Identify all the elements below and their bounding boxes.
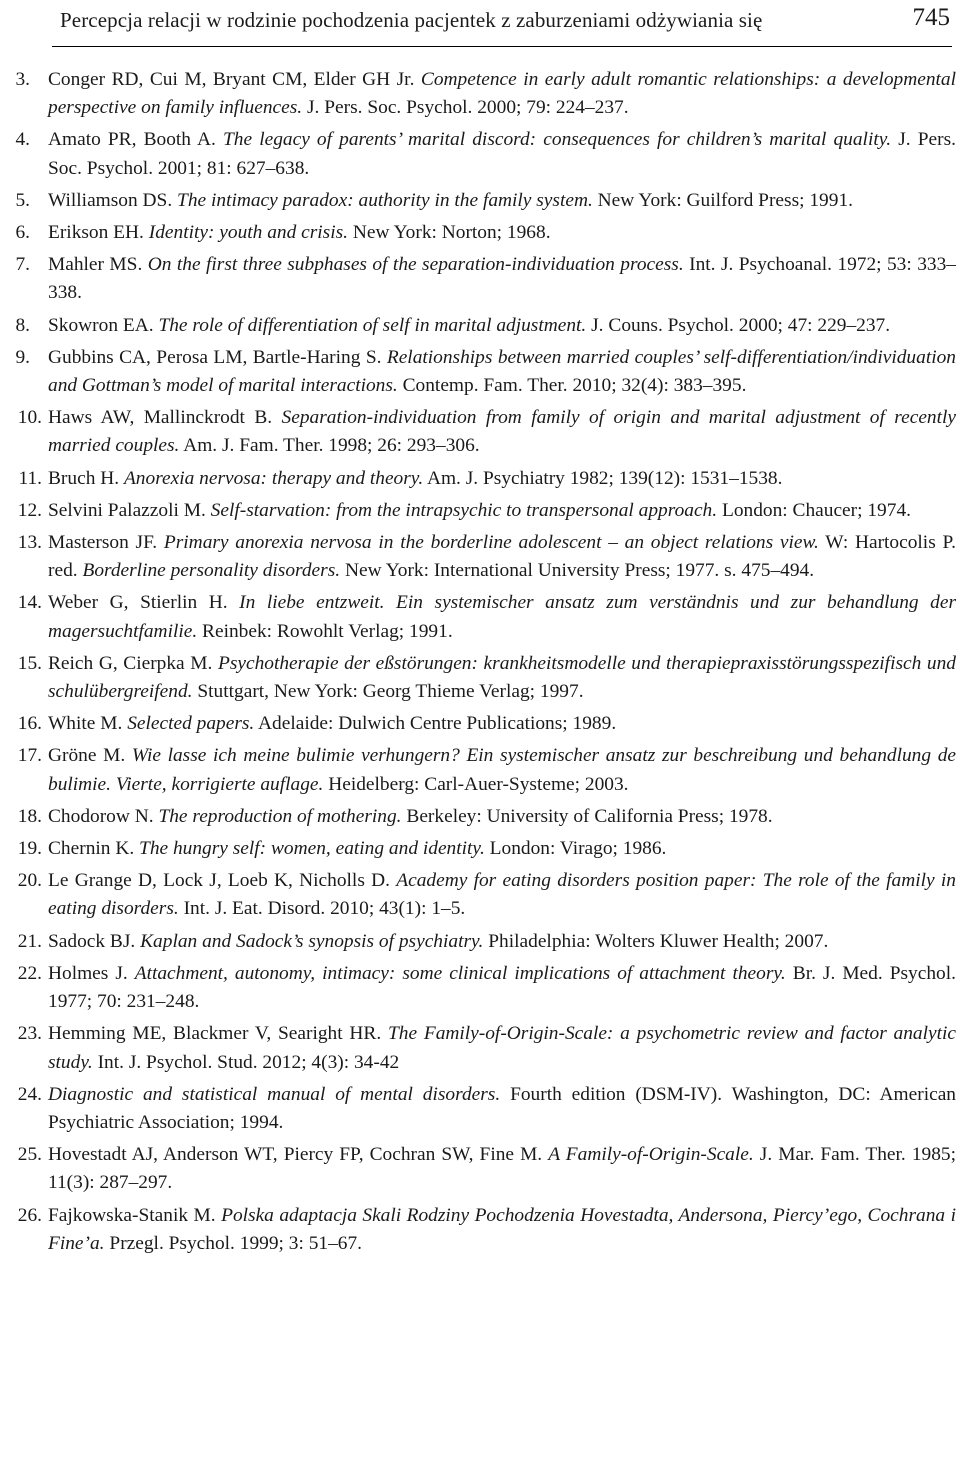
reference-item [0,312,960,340]
reference-list [0,66,960,1262]
reference-title: Selected papers. [127,713,255,735]
reference-title-secondary: Borderline personality disorders. [82,560,341,582]
reference-source: Am. J. Psychiatry 1982; 139(12): 1531–1538. [426,467,783,489]
reference-number: 5. [15,189,30,211]
reference-number: 11. [18,467,42,489]
reference-item [0,465,960,493]
reference-source: W: Hartocolis P. red. [48,532,956,582]
reference-source: Int. J. Psychoanal. 1972; 53: 333–338. [48,254,956,304]
reference-source: J. Pers. Soc. Psychol. 2000; 79: 224–237. [307,97,629,119]
reference-authors: Mahler MS. [48,254,143,276]
reference-item [0,529,960,585]
reference-item [0,710,960,738]
reference-title: The Family-of-Origin-Scale: a psychometric review and factor analytic study. [48,1023,956,1073]
reference-number: 23. [17,1023,42,1045]
reference-title: The legacy of parents’ marital discord: consequences for children’s marital quality. [223,129,892,151]
reference-title: Separation-individuation from family of origin and marital adjustment of recently married couples. [48,407,956,457]
reference-text [48,312,956,340]
reference-title: Psychotherapie der eßstörungen: krankheitsmodelle und therapiepraxisstörungsspezifisch und schulübergreifend. [48,652,956,703]
reference-number: 10. [17,407,42,429]
reference-title: The reproduction of mothering. [158,805,402,827]
reference-authors: Chernin K. [48,838,135,860]
reference-text [48,835,956,863]
reference-number: 8. [15,314,30,336]
reference-item [0,1202,960,1258]
reference-item [0,742,960,798]
reference-authors: Weber G, Stierlin H. [48,592,228,614]
reference-number: 9. [15,346,30,368]
reference-authors: Holmes J. [48,962,128,984]
reference-source: London: Virago; 1986. [489,838,667,860]
reference-title: Self-starvation: from the intrapsychic to transpersonal approach. [210,499,718,521]
reference-text [48,1020,956,1076]
reference-text [48,219,956,247]
reference-title: Wie lasse ich meine bulimie verhungern? Ein systemischer ansatz zur beschreibung und behandlung de bulimie. Vierte, korrigierte auflage. [48,745,956,795]
reference-title: Relationships between married couples’ self-differentiation/individuation and Gottman’s model of marital interactions. [48,346,956,397]
reference-text [48,1141,956,1197]
reference-source: Br. J. Med. Psychol. 1977; 70: 231–248. [48,962,956,1013]
reference-text [48,803,956,831]
reference-item [0,187,960,215]
reference-source: Am. J. Fam. Ther. 1998; 26: 293–306. [183,435,480,457]
reference-item [0,835,960,863]
reference-text [48,650,956,706]
reference-source: Adelaide: Dulwich Centre Publications; 1989. [258,713,617,735]
reference-item [0,867,960,923]
reference-number: 7. [15,254,30,276]
reference-item [0,251,960,307]
reference-item [0,66,960,122]
reference-item [0,650,960,706]
reference-item [0,1020,960,1076]
running-head [52,0,952,47]
reference-title: Polska adaptacja Skali Rodziny Pochodzenia Hovestadta, Andersona, Piercy’ego, Cochrana i Fine’a. [48,1204,956,1254]
reference-source: Philadelphia: Wolters Kluwer Health; 2007. [488,930,829,952]
reference-text [48,589,956,645]
reference-title: Attachment, autonomy, intimacy: some clinical implications of attachment theory. [134,962,786,984]
reference-item [0,219,960,247]
reference-text [48,344,956,400]
reference-source: J. Couns. Psychol. 2000; 47: 229–237. [591,314,891,336]
reference-item [0,497,960,525]
reference-number: 20. [17,870,42,892]
reference-number: 21. [17,930,42,952]
reference-authors: Selvini Palazzoli M. [48,499,206,521]
reference-text [48,928,956,956]
reference-authors: Sadock BJ. [48,930,136,952]
reference-authors: Chodorow N. [48,805,154,827]
reference-item [0,589,960,645]
reference-number: 13. [17,532,42,554]
reference-text [48,465,956,493]
reference-source: Contemp. Fam. Ther. 2010; 32(4): 383–395. [402,375,747,397]
reference-title: Competence in early adult romantic relationships: a developmental perspective on family influences. [48,69,956,119]
reference-authors: Conger RD, Cui M, Bryant CM, Elder GH Jr. [48,69,415,90]
reference-number: 22. [17,962,42,984]
reference-number: 24. [17,1083,42,1105]
reference-text [48,742,956,798]
reference-text [48,1081,956,1137]
reference-text [48,710,956,738]
reference-title: Primary anorexia nervosa in the borderline adolescent – an object relations view. [163,532,819,554]
reference-authors: Skowron EA. [48,314,154,336]
reference-number: 15. [17,652,42,674]
reference-number: 16. [17,713,42,735]
reference-item [0,404,960,460]
reference-authors: Haws AW, Mallinckrodt B. [48,407,273,429]
reference-source: London: Chaucer; 1974. [721,499,911,521]
reference-text [48,867,956,923]
reference-item [0,126,960,182]
reference-authors: Amato PR, Booth A. [48,129,216,151]
reference-text [48,126,956,182]
reference-item [0,803,960,831]
reference-source: J. Mar. Fam. Ther. 1985; 11(3): 287–297. [48,1144,956,1194]
reference-number: 19. [17,838,42,860]
reference-authors: Le Grange D, Lock J, Loeb K, Nicholls D. [48,870,390,892]
reference-title: Kaplan and Sadock’s synopsis of psychiatry. [140,930,484,952]
reference-item [0,928,960,956]
reference-authors: Gubbins CA, Perosa LM, Bartle-Haring S. [48,346,382,368]
page-number: 745 [912,4,950,31]
reference-item [0,344,960,400]
reference-title: The intimacy paradox: authority in the family system. [177,189,593,211]
reference-title: Identity: youth and crisis. [148,222,348,244]
reference-text [48,66,956,122]
reference-authors: Williamson DS. [48,189,173,211]
reference-source: J. Pers. Soc. Psychol. 2001; 81: 627–638. [48,129,956,179]
reference-source: Reinbek: Rowohlt Verlag; 1991. [202,620,453,642]
reference-authors: Reich G, Cierpka M. [48,652,213,674]
reference-number: 17. [17,745,42,767]
reference-source-secondary: New York: International University Press; 1977. s. 475–494. [344,560,815,582]
reference-authors: Hovestadt AJ, Anderson WT, Piercy FP, Cochran SW, Fine M. [48,1144,543,1166]
reference-title: Diagnostic and statistical manual of mental disorders. [48,1083,501,1105]
reference-authors: Hemming ME, Blackmer V, Searight HR. [48,1023,382,1045]
reference-item [0,1081,960,1137]
reference-source: Berkeley: University of California Press; 1978. [406,805,773,827]
reference-title: In liebe entzweit. Ein systemischer ansatz zum verständnis und zur behandlung der magersuchtfamilie. [48,592,956,642]
reference-title: The hungry self: women, eating and identity. [139,838,485,860]
reference-authors: White M. [48,713,123,735]
reference-number: 3. [15,69,30,90]
reference-source: Heidelberg: Carl-Auer-Systeme; 2003. [328,773,629,795]
reference-authors: Gröne M. [48,745,126,767]
reference-text [48,187,956,215]
reference-authors: Erikson EH. [48,222,144,244]
reference-authors: Masterson JF. [48,532,158,554]
reference-text [48,1202,956,1258]
reference-title: Academy for eating disorders position paper: The role of the family in eating disorders. [48,870,956,920]
reference-title: On the first three subphases of the separation-individuation process. [147,254,684,276]
reference-text [48,529,956,585]
reference-number: 18. [17,805,42,827]
reference-authors: Fajkowska-Stanik M. [48,1204,216,1226]
reference-text [48,960,956,1016]
reference-source: Int. J. Eat. Disord. 2010; 43(1): 1–5. [183,898,466,920]
reference-title: Anorexia nervosa: therapy and theory. [123,467,424,489]
reference-source: New York: Norton; 1968. [352,222,551,244]
reference-text [48,251,956,307]
reference-number: 14. [17,592,42,614]
reference-authors: Bruch H. [48,467,120,489]
reference-title: The role of differentiation of self in marital adjustment. [158,314,587,336]
reference-number: 4. [15,129,30,151]
reference-number: 25. [17,1144,42,1166]
running-head-title: Percepcja relacji w rodzinie pochodzenia pacjentek z zaburzeniami odżywiania się [60,8,763,32]
reference-source: Stuttgart, New York: Georg Thieme Verlag; 1997. [197,681,584,703]
reference-text [48,497,956,525]
reference-source: Int. J. Psychol. Stud. 2012; 4(3): 34-42 [97,1051,400,1073]
reference-source: New York: Guilford Press; 1991. [597,189,853,211]
reference-item [0,1141,960,1197]
reference-title: A Family-of-Origin-Scale. [548,1144,754,1166]
reference-number: 6. [15,222,30,244]
reference-source: Przegl. Psychol. 1999; 3: 51–67. [109,1232,363,1254]
reference-item [0,960,960,1016]
reference-text [48,404,956,460]
reference-source: Fourth edition (DSM-IV). Washington, DC: American Psychiatric Association; 1994. [48,1083,956,1133]
reference-number: 26. [17,1204,42,1226]
reference-number: 12. [17,499,42,521]
